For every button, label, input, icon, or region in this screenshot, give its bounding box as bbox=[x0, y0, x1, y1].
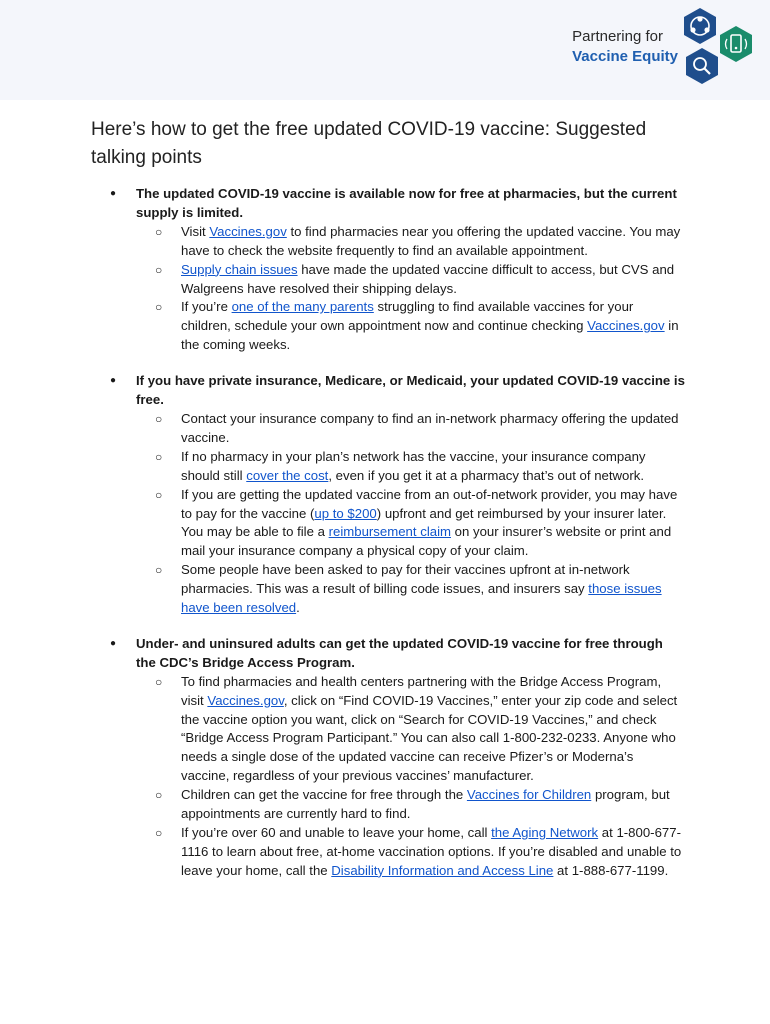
section-heading: ● Under- and uninsured adults can get the updated COVID-19 vaccine for free through the CDC’s Bridge Access Program. bbox=[105, 635, 685, 673]
many-parents-link[interactable]: one of the many parents bbox=[231, 299, 374, 315]
brand-line2: Vaccine Equity bbox=[572, 48, 678, 65]
item-text: Contact your insurance company to find an in-network pharmacy offering the updated vaccine. bbox=[181, 410, 679, 445]
item-text: Visit bbox=[181, 223, 210, 239]
item-text: Some people have been asked to pay for their vaccines upfront at in-network pharmacies. This was a result of billing code issues, and insurers say bbox=[181, 562, 630, 597]
item-text: in the coming weeks. bbox=[181, 318, 679, 353]
list-item bbox=[105, 298, 685, 355]
brand-wordmark bbox=[572, 27, 678, 67]
up-to-200-link[interactable]: up to $200 bbox=[314, 505, 377, 521]
aging-network-link[interactable]: the Aging Network bbox=[491, 825, 599, 840]
section-insurance bbox=[105, 372, 685, 618]
section-bridge-access bbox=[105, 635, 685, 881]
reimbursement-claim-link[interactable]: reimbursement claim bbox=[328, 524, 451, 540]
item-text: If you are getting the updated vaccine from an out-of-network provider, you may have to pay for the vaccine ( bbox=[181, 486, 678, 521]
item-text: To find pharmacies and health centers partnering with the Bridge Access Program, visit bbox=[181, 673, 662, 708]
list-item bbox=[105, 261, 685, 299]
list-item bbox=[105, 448, 685, 486]
list-item bbox=[105, 486, 685, 562]
brand-line1: Partnering for bbox=[572, 28, 663, 45]
item-text: at 1-888-677-1199. bbox=[553, 862, 669, 878]
item-text: , click on “Find COVID-19 Vaccines,” enter your zip code and select the vaccine option you want, click on “Search for COVID-19 Vaccines,” and check “Bridge Access Program Participant.” You can also call 1-800-232-0233. Anyone who needs a single dose of the updated vaccine can receive Pfizer’s or Moderna’s vaccine, regardless of your previous vaccines’ manufacturer. bbox=[181, 692, 678, 784]
section-heading: ● If you have private insurance, Medicare, or Medicaid, your updated COVID-19 vaccine is free. bbox=[105, 372, 685, 410]
item-text: . bbox=[296, 600, 300, 616]
vaccines-for-children-link[interactable]: Vaccines for Children bbox=[466, 787, 592, 803]
item-text: , even if you get it at a pharmacy that’s out of network. bbox=[328, 467, 645, 483]
list-item bbox=[105, 673, 685, 786]
item-text: struggling to find available vaccines for your children, schedule your own appointment now and continue checking bbox=[181, 299, 634, 334]
issues-resolved-link[interactable]: those issues have been resolved bbox=[181, 581, 662, 616]
mobile-phone-icon bbox=[720, 26, 752, 62]
vaccines-gov-link[interactable]: Vaccines.gov bbox=[207, 692, 284, 708]
item-text: have made the updated vaccine difficult to access, but CVS and Walgreens have resolved their shipping delays. bbox=[181, 261, 675, 296]
item-text: to find pharmacies near you offering the updated vaccine. You may have to check the website frequently to find an available appointment. bbox=[181, 223, 681, 258]
list-item bbox=[105, 824, 685, 881]
item-text: program, but appointments are currently hard to find. bbox=[181, 787, 670, 822]
list-item bbox=[105, 223, 685, 261]
vaccines-gov-link[interactable]: Vaccines.gov bbox=[209, 223, 287, 239]
item-text: Children can get the vaccine for free through the bbox=[181, 787, 467, 803]
people-network-icon bbox=[684, 8, 716, 44]
list-item bbox=[105, 410, 685, 448]
disability-access-line-link[interactable]: Disability Information and Access Line bbox=[331, 862, 554, 878]
item-text: ) upfront and get reimbursed by your insurer later. You may be able to file a bbox=[181, 505, 667, 540]
section-heading: ● The updated COVID-19 vaccine is available now for free at pharmacies, but the current supply is limited. bbox=[105, 185, 685, 223]
supply-chain-issues-link[interactable]: Supply chain issues bbox=[181, 261, 298, 277]
item-text: on your insurer’s website or print and mail your insurance company a physical copy of your claim. bbox=[181, 524, 672, 559]
item-text: If you’re over 60 and unable to leave your home, call bbox=[181, 825, 492, 840]
list-item bbox=[105, 561, 685, 618]
list-item bbox=[105, 786, 685, 824]
cover-the-cost-link[interactable]: cover the cost bbox=[246, 467, 329, 483]
item-text: If you’re bbox=[181, 299, 232, 315]
section-supply bbox=[105, 185, 685, 355]
page-title: Here’s how to get the free updated COVID-19 vaccine: Suggested talking points bbox=[91, 119, 647, 168]
magnifier-icon bbox=[686, 48, 718, 84]
vaccines-gov-link[interactable]: Vaccines.gov bbox=[587, 318, 665, 334]
item-text: at 1-800-677-1116 to learn about free, at-home vaccination options. If you’re disabled and unable to leave your home, call the bbox=[181, 825, 682, 878]
item-text: If no pharmacy in your plan’s network has the vaccine, your insurance company should still bbox=[181, 448, 646, 483]
talking-points bbox=[105, 185, 685, 898]
logo-hexagons bbox=[680, 6, 756, 88]
